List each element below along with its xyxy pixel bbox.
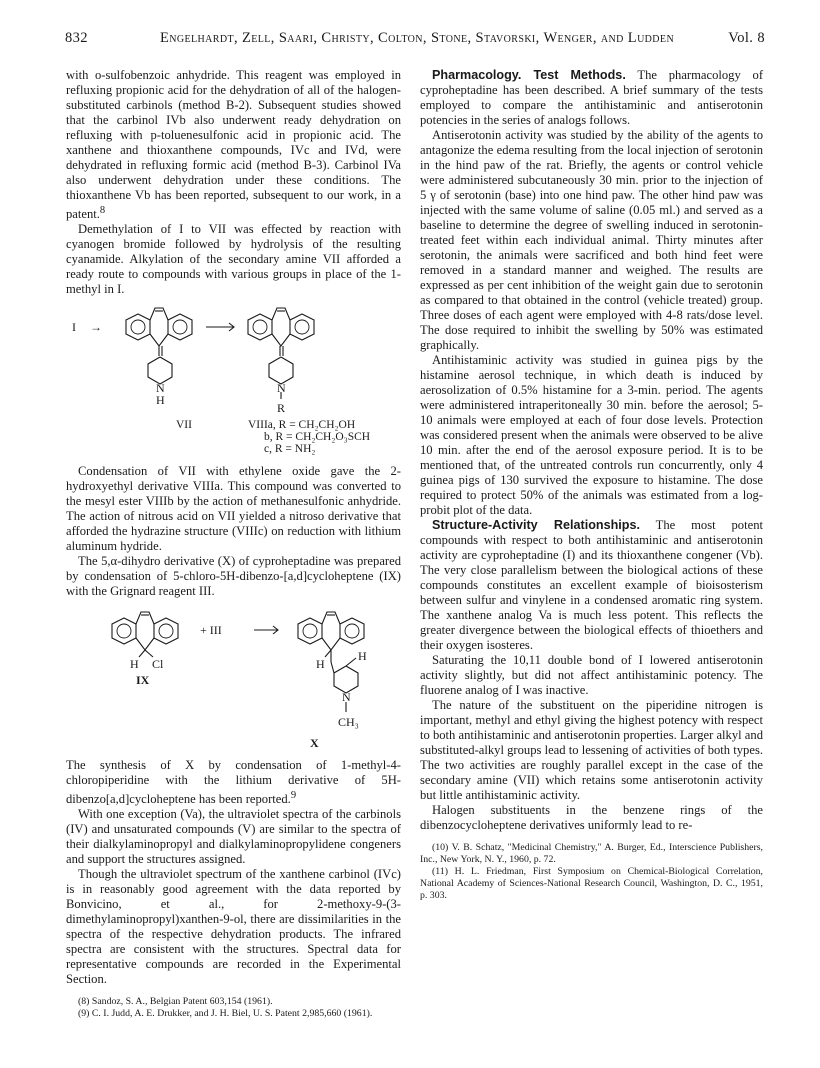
scheme-demethylation: [66, 300, 401, 458]
label-viiic: c, R = NH₂: [264, 443, 316, 456]
nitrogen-atom: N: [277, 381, 286, 396]
label-viiia: VIIIa, R = CH₂CH₂OH: [248, 419, 356, 432]
footnotes-right: [420, 842, 763, 902]
r-group: R: [277, 401, 286, 416]
running-authors: Engelhardt, Zell, Saari, Christy, Colton, Stone, Stavorski, Wenger, and Ludden: [160, 30, 675, 46]
label-compound-x: X: [310, 736, 319, 751]
paragraph: with o-sulfobenzoic anhydride. This reagent was employed in refluxing propionic acid for the dehydration of all of the halogen-substituted carbinols (method B-2). Subsequent studies showed that the carbinol IVb also underwent ready dehydration on refluxing with p-toluenesulfonic acid in propionic acid. The xanthene and thioxanthene compounds, IVc and IVd, were dehydrated in refluxing formic acid (method B-3). Carbinol IVa also underwent dehydration under these conditions. The thioxanthene Vb has been reported, subsequent to our work, in a patent.$^8$: [66, 68, 401, 222]
piperidine-ring: [269, 357, 293, 384]
paragraph: Halogen substituents in the benzene rings of the dibenzocycloheptene derivatives uniformly lead to re-: [420, 803, 763, 832]
footnote-11: (11) H. L. Friedman, First Symposium on Chemical-Biological Correlation, National Academy of Sciences-National Research Council, Washington, D. C., 1951, p. 303.: [420, 866, 763, 901]
benzene-ring: [248, 314, 272, 340]
label-viiib: b, R = CH₂CH₂O₃SCH: [264, 431, 371, 444]
footnote-8: (8) Sandoz, S. A., Belgian Patent 603,154 (1961).: [78, 996, 273, 1008]
hydrogen-atom: H: [358, 649, 367, 664]
paragraph: Structure-Activity Relationships. The most potent compounds with respect to both antihistaminic and antiserotonin activity are cyproheptadine (I) and its thioxanthene congener (Vb). The very close parallelism between the biological actions of these compounds constitutes an excellent example of bioisosterism between sulfur and vinylene in a condensed aromatic ring system. The xanthene analog Va is much less potent. This reflects the greater divergence between the biological effects of thioethers and their oxygen isosteres.: [420, 518, 763, 652]
footnote-9: (9) C. I. Judd, A. E. Drukker, and J. H. Biel, U. S. Patent 2,985,660 (1961).: [78, 1008, 373, 1020]
label-compound-i: I: [72, 320, 76, 335]
nitrogen-atom: N: [156, 381, 165, 396]
paragraph: Pharmacology. Test Methods. The pharmacology of cyproheptadine has been described. A brief summary of the tests employed to compare the antihistaminic and antiserotonin potencies in the series of analogs follows.: [420, 68, 764, 127]
paragraph: Saturating the 10,11 double bond of I lowered antiserotonin activity slightly, but did not affect antihistaminic potency. The fluorene analog of I was inactive.: [420, 653, 763, 697]
paragraph: The nature of the substituent on the piperidine nitrogen is important, methyl and ethyl giving the highest potency with respect to both antihistaminic and antiserotonin properties. Larger alkyl and substituted-alkyl groups lead to lessening of activities of both types. The two activities are roughly parallel except in the case of the secondary amine (VII) which retains some antiserotonin activity but little antihistaminic activity.: [420, 698, 763, 802]
methyl-group: CH₃: [338, 715, 359, 730]
label-compound-ix: IX: [136, 673, 150, 688]
label-compound-vii: VII: [176, 419, 192, 432]
paragraph: Though the ultraviolet spectrum of the xanthene carbinol (IVc) is in reasonably good agreement with the data reported by Bonvicino, et al., for 2-methoxy-9-(3-dimethylaminopropyl)xanthen-9-ol, there are dissimilarities in the spectra of the respective dehydration products. The infrared spectra are consistent with the structures. Spectral data for representative compounds are recorded in the Experimental Section.: [66, 867, 401, 987]
page-number: 832: [65, 30, 88, 46]
paragraph: Demethylation of I to VII was effected by reaction with cyanogen bromide followed by hydrolysis of the resulting cyanamide. Alkylation of the secondary amine VII afforded a ready route to compounds with various groups in place of the 1-methyl in I.: [66, 222, 401, 297]
benzene-ring: [290, 314, 314, 340]
reagent-iii: + III: [200, 623, 222, 638]
right-column: [420, 68, 763, 902]
scheme-1-captions: [66, 418, 401, 458]
volume-number: Vol. 8: [728, 30, 765, 46]
footnotes-left: [66, 996, 401, 1020]
piperidine-ring: [148, 357, 172, 384]
chlorine-atom: Cl: [152, 657, 164, 672]
paragraph: The 5,α-dihydro derivative (X) of cyproheptadine was prepared by condensation of 5-chloro-5H-dibenzo-[a,d]cycloheptene (IX) with the Grignard reagent III.: [66, 554, 401, 599]
benzene-ring: [126, 314, 150, 340]
paragraph: Antihistaminic activity was studied in guinea pigs by the histamine aerosol technique, in which death is induced by aerosolization of 0.5% histamine for a 3-min. period. The agents were administered intraperitoneally 30 min. before the aerosol; 5-10 animals were employed at each of four dose levels. Protection was considered present when the animals were observed to be alive 10 min. after the end of the aerosol exposure period. It is to be mentioned that, of the untreated controls run concurrently, only 4 guinea pigs of 130 survived the exposure to histamine. The dose required to protect 50% of the animals was estimated from a log-probit plot of the data.: [420, 353, 763, 517]
paragraph: Antiserotonin activity was studied by the ability of the agents to antagonize the edema resulting from the local injection of serotonin in the hind paw of the rat. Briefly, the agents or control vehicle were administered subcutaneously 30 min. prior to the injection of 5 γ of serotonin (base) into one hind paw. The other hind paw was injected with the same volume of saline (0.05 ml.) and served as a baseline to determine the degree of swelling induced in serotonin-treated feet within each individual animal. Thirty minutes after serotonin, the animals were sacrificed and both hind feet were removed in a standard manner and weighed. The results are expressed as per cent inhibition of the weight gain due to serotonin as compared to that obtained in the control (vehicle treated) group. Three doses of each agent were employed with 4-8 rats/dose level. The dose required to inhibit the swelling by 50% was estimated graphically.: [420, 128, 763, 352]
running-header: [65, 30, 765, 50]
paragraph: The synthesis of X by condensation of 1-methyl-4-chloropiperidine with the lithium derivative of 5H-dibenzo[a,d]cycloheptene has been reported.$^9$: [66, 758, 401, 807]
hydrogen-atom: H: [316, 657, 325, 672]
scheme-1-structures: [66, 300, 401, 418]
hydrogen-atom: H: [130, 657, 139, 672]
paragraph: With one exception (Va), the ultraviolet spectra of the carbinols (IV) and unsaturated compounds (V) are similar to the spectra of their dialkylaminopropyl and dialkylaminopropylidene congeners and support the structures assigned.: [66, 807, 401, 867]
reaction-arrow: →: [90, 320, 102, 335]
scheme-2-structures: [66, 602, 401, 752]
hydrogen-atom: H: [156, 393, 165, 408]
paragraph: Condensation of VII with ethylene oxide gave the 2-hydroxyethyl derivative VIIIa. This compound was converted to the mesyl ester VIIIb by the action of methanesulfonic anhydride. The action of nitrous acid on VII yielded a nitroso derivative that afforded the hydrazine structure (VIIIc) on reduction with lithium aluminum hydride.: [66, 464, 401, 554]
section-heading-sar: Structure-Activity Relationships.: [432, 518, 640, 532]
section-heading-pharmacology: Pharmacology. Test Methods.: [432, 68, 626, 82]
left-column: [66, 68, 401, 1020]
nitrogen-atom: N: [342, 690, 351, 705]
cycloheptene-bridge: [150, 308, 168, 320]
benzene-ring: [168, 314, 192, 340]
footnote-10: (10) V. B. Schatz, "Medicinal Chemistry," A. Burger, Ed., Interscience Publishers, Inc., New York, N. Y., 1960, p. 72.: [420, 842, 763, 865]
scheme-grignard: [66, 602, 401, 752]
